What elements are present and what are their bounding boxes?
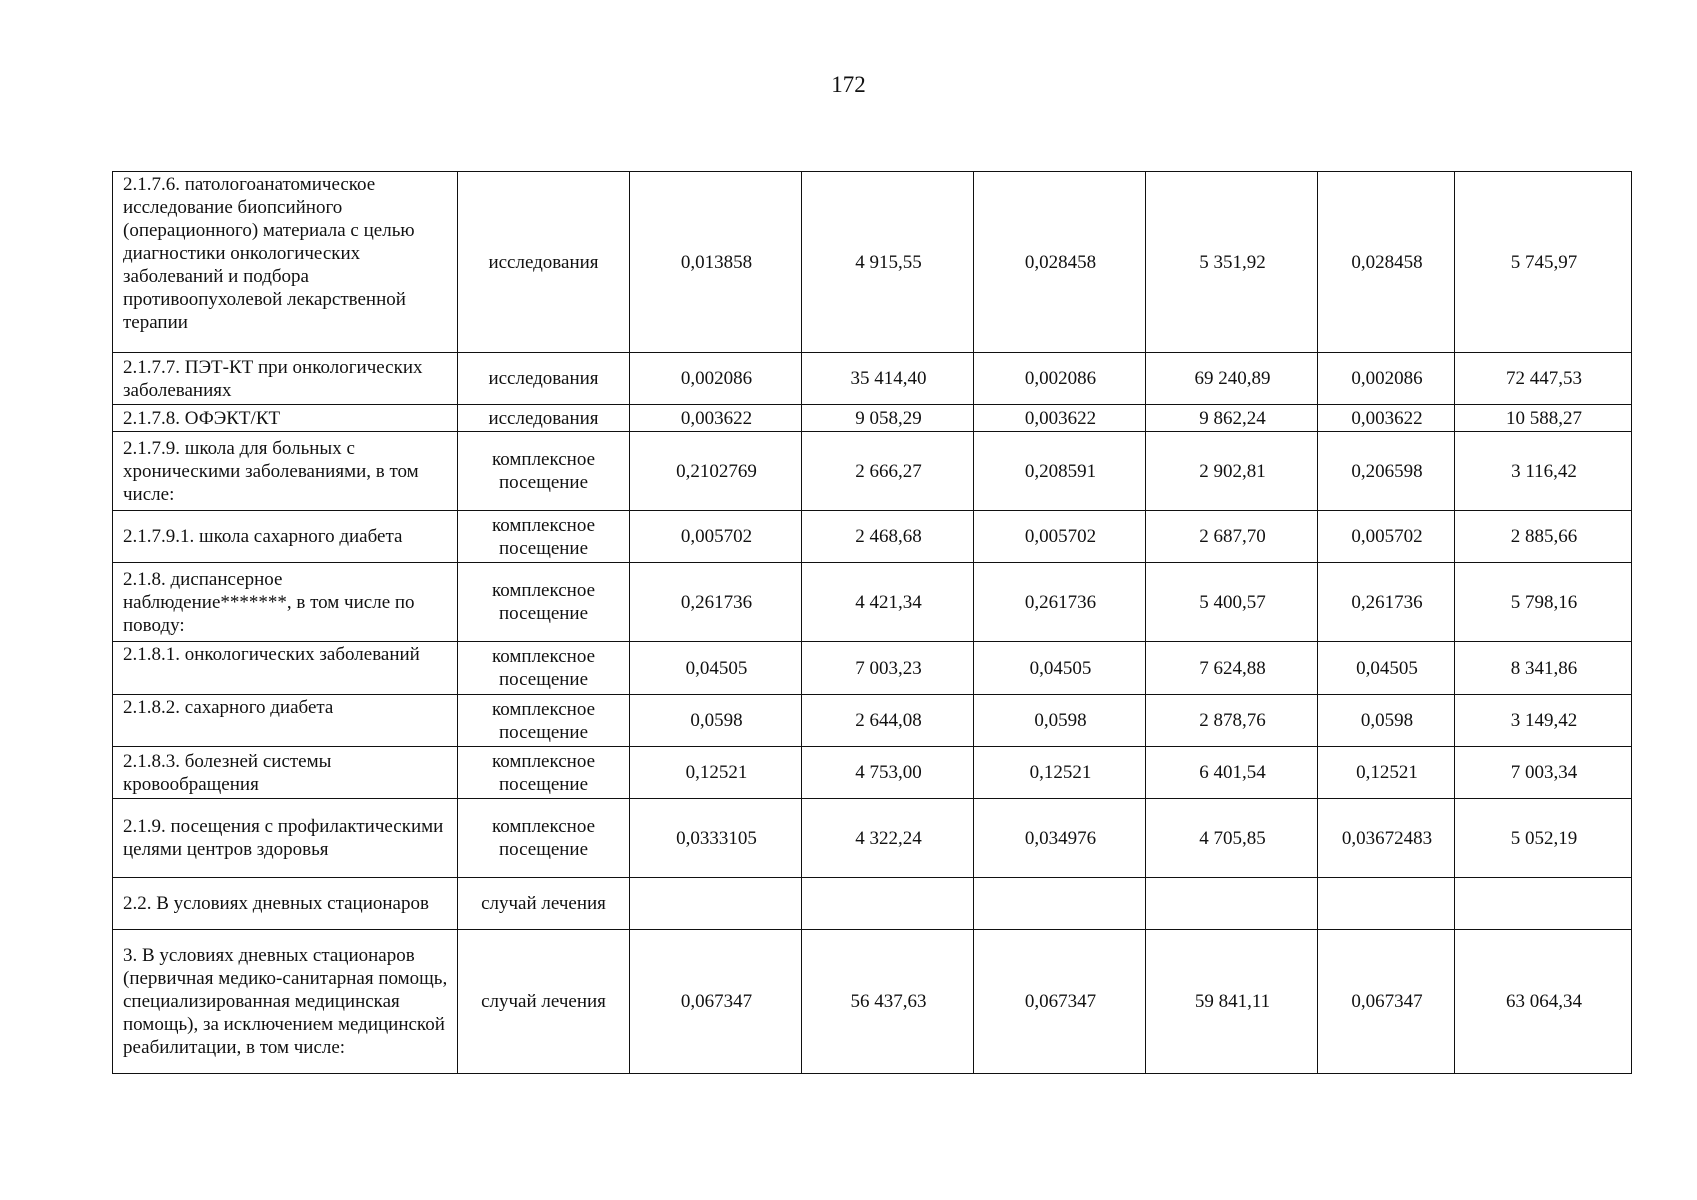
value-cell: 69 240,89: [1146, 353, 1318, 405]
unit-cell: исследования: [458, 172, 630, 353]
value-cell: 0,04505: [630, 642, 802, 695]
row-name-cell: 2.2. В условиях дневных стационаров: [113, 878, 458, 930]
value-cell: 0,005702: [1318, 511, 1455, 563]
value-cell: 0,12521: [630, 747, 802, 799]
unit-cell: исследования: [458, 405, 630, 432]
value-cell: [1146, 878, 1318, 930]
table-row: [113, 172, 1632, 353]
value-cell: 0,067347: [630, 930, 802, 1074]
unit-cell: комплексное посещение: [458, 511, 630, 563]
value-cell: 5 400,57: [1146, 563, 1318, 642]
value-cell: 0,261736: [630, 563, 802, 642]
unit-cell: исследования: [458, 353, 630, 405]
value-cell: 59 841,11: [1146, 930, 1318, 1074]
value-cell: 0,067347: [974, 930, 1146, 1074]
value-cell: 5 052,19: [1455, 799, 1632, 878]
value-cell: 0,261736: [974, 563, 1146, 642]
value-cell: 4 915,55: [802, 172, 974, 353]
unit-cell: комплексное посещение: [458, 432, 630, 511]
value-cell: 0,206598: [1318, 432, 1455, 511]
value-cell: 0,261736: [1318, 563, 1455, 642]
value-cell: 0,028458: [1318, 172, 1455, 353]
row-name-cell: 2.1.8.1. онкологических заболеваний: [113, 642, 458, 695]
value-cell: [1455, 878, 1632, 930]
value-cell: 2 666,27: [802, 432, 974, 511]
row-name-cell: 2.1.8.2. сахарного диабета: [113, 695, 458, 747]
value-cell: 2 885,66: [1455, 511, 1632, 563]
row-name-cell: 3. В условиях дневных стационаров (первичная медико-санитарная помощь, специализированная медицинская помощь), за исключением медицинской реабилитации, в том числе:: [113, 930, 458, 1074]
value-cell: 0,04505: [974, 642, 1146, 695]
value-cell: 0,208591: [974, 432, 1146, 511]
value-cell: 0,0333105: [630, 799, 802, 878]
table-row: [113, 511, 1632, 563]
row-name-cell: 2.1.7.6. патологоанатомическое исследование биопсийного (операционного) материала с целью диагностики онкологических заболеваний и подбора противоопухолевой лекарственной терапии: [113, 172, 458, 353]
table-row: [113, 695, 1632, 747]
value-cell: 0,002086: [1318, 353, 1455, 405]
row-name-cell: 2.1.7.9.1. школа сахарного диабета: [113, 511, 458, 563]
value-cell: 9 058,29: [802, 405, 974, 432]
table-row: [113, 642, 1632, 695]
table-row: [113, 405, 1632, 432]
value-cell: 0,003622: [630, 405, 802, 432]
value-cell: 3 149,42: [1455, 695, 1632, 747]
value-cell: 0,0598: [974, 695, 1146, 747]
value-cell: 5 351,92: [1146, 172, 1318, 353]
row-name-cell: 2.1.7.7. ПЭТ-КТ при онкологических заболеваниях: [113, 353, 458, 405]
value-cell: 7 003,23: [802, 642, 974, 695]
value-cell: 0,002086: [974, 353, 1146, 405]
value-cell: [1318, 878, 1455, 930]
value-cell: 0,005702: [630, 511, 802, 563]
value-cell: 0,2102769: [630, 432, 802, 511]
unit-cell: случай лечения: [458, 930, 630, 1074]
row-name-cell: 2.1.9. посещения с профилактическими целями центров здоровья: [113, 799, 458, 878]
value-cell: 2 878,76: [1146, 695, 1318, 747]
value-cell: 0,005702: [974, 511, 1146, 563]
value-cell: 0,034976: [974, 799, 1146, 878]
row-name-cell: 2.1.7.8. ОФЭКТ/КТ: [113, 405, 458, 432]
value-cell: 0,003622: [974, 405, 1146, 432]
data-table: [112, 171, 1632, 1074]
value-cell: 72 447,53: [1455, 353, 1632, 405]
value-cell: 5 798,16: [1455, 563, 1632, 642]
value-cell: 7 003,34: [1455, 747, 1632, 799]
table-row: [113, 799, 1632, 878]
value-cell: [630, 878, 802, 930]
value-cell: [802, 878, 974, 930]
value-cell: 0,003622: [1318, 405, 1455, 432]
value-cell: 2 687,70: [1146, 511, 1318, 563]
value-cell: 0,0598: [1318, 695, 1455, 747]
value-cell: 4 322,24: [802, 799, 974, 878]
value-cell: 2 902,81: [1146, 432, 1318, 511]
value-cell: 0,12521: [1318, 747, 1455, 799]
value-cell: 0,0598: [630, 695, 802, 747]
value-cell: 0,04505: [1318, 642, 1455, 695]
value-cell: 63 064,34: [1455, 930, 1632, 1074]
value-cell: 5 745,97: [1455, 172, 1632, 353]
value-cell: 35 414,40: [802, 353, 974, 405]
unit-cell: случай лечения: [458, 878, 630, 930]
value-cell: [974, 878, 1146, 930]
unit-cell: комплексное посещение: [458, 563, 630, 642]
value-cell: 6 401,54: [1146, 747, 1318, 799]
row-name-cell: 2.1.8.3. болезней системы кровообращения: [113, 747, 458, 799]
value-cell: 3 116,42: [1455, 432, 1632, 511]
page-number: 172: [831, 72, 866, 97]
unit-cell: комплексное посещение: [458, 695, 630, 747]
table-row: [113, 930, 1632, 1074]
row-name-cell: 2.1.7.9. школа для больных с хроническими заболеваниями, в том числе:: [113, 432, 458, 511]
value-cell: 0,067347: [1318, 930, 1455, 1074]
unit-cell: комплексное посещение: [458, 747, 630, 799]
value-cell: 0,013858: [630, 172, 802, 353]
table-row: [113, 353, 1632, 405]
value-cell: 0,028458: [974, 172, 1146, 353]
value-cell: 0,12521: [974, 747, 1146, 799]
unit-cell: комплексное посещение: [458, 799, 630, 878]
value-cell: 2 468,68: [802, 511, 974, 563]
value-cell: 0,03672483: [1318, 799, 1455, 878]
value-cell: 7 624,88: [1146, 642, 1318, 695]
row-name-cell: 2.1.8. диспансерное наблюдение*******, в том числе по поводу:: [113, 563, 458, 642]
table-row: [113, 432, 1632, 511]
table-row: [113, 563, 1632, 642]
table-row: [113, 878, 1632, 930]
value-cell: 4 421,34: [802, 563, 974, 642]
value-cell: 2 644,08: [802, 695, 974, 747]
value-cell: 9 862,24: [1146, 405, 1318, 432]
value-cell: 0,002086: [630, 353, 802, 405]
table-row: [113, 747, 1632, 799]
value-cell: 10 588,27: [1455, 405, 1632, 432]
value-cell: 4 753,00: [802, 747, 974, 799]
value-cell: 8 341,86: [1455, 642, 1632, 695]
value-cell: 56 437,63: [802, 930, 974, 1074]
unit-cell: комплексное посещение: [458, 642, 630, 695]
value-cell: 4 705,85: [1146, 799, 1318, 878]
